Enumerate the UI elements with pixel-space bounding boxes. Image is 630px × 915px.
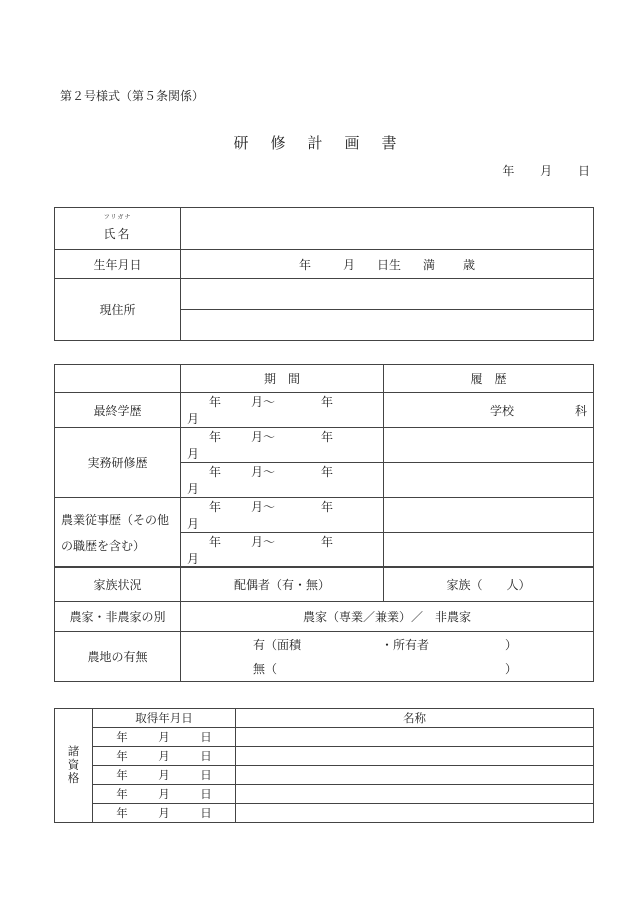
qualification-name-2[interactable]	[236, 747, 594, 766]
family-status-label: 家族状況	[55, 567, 181, 602]
birth-field[interactable]	[181, 250, 594, 279]
date-y: 年	[116, 806, 128, 820]
land-no-close: ）	[505, 661, 518, 676]
period-m2: 月	[187, 517, 200, 531]
date-y: 年	[116, 730, 128, 744]
birth-year: 年	[298, 257, 311, 272]
date-m: 月	[158, 806, 170, 820]
period-m2: 月	[187, 412, 200, 426]
qualification-name-5[interactable]	[236, 804, 594, 823]
date-m: 月	[158, 749, 170, 763]
title-char: 計	[307, 134, 323, 152]
farm-type-label: 農家・非農家の別	[55, 602, 181, 632]
qualification-date-2[interactable]	[93, 747, 236, 766]
qualification-date-5[interactable]	[93, 804, 236, 823]
land-yes-area: 有（面積	[253, 637, 302, 652]
date-y: 年	[116, 787, 128, 801]
date-d: 日	[200, 806, 212, 820]
period-m1: 月～	[251, 535, 276, 549]
personal-info-table	[54, 207, 594, 341]
practical-label: 実務研修歴	[55, 428, 181, 498]
period-y2: 年	[321, 395, 334, 409]
qualification-date-4[interactable]	[93, 785, 236, 804]
birth-full: 満	[423, 257, 436, 272]
period-y2: 年	[321, 500, 334, 514]
date-m: 月	[158, 730, 170, 744]
date-d: 日	[200, 787, 212, 801]
period-y2: 年	[321, 535, 334, 549]
date-y: 年	[116, 768, 128, 782]
history-header: 履 歴	[384, 365, 594, 393]
period-m1: 月～	[251, 430, 276, 444]
period-m2: 月	[187, 552, 200, 566]
qualifications-table	[54, 708, 594, 823]
period-m2: 月	[187, 482, 200, 496]
education-history[interactable]	[384, 393, 594, 428]
education-period[interactable]	[181, 393, 384, 428]
period-y1: 年	[209, 395, 222, 409]
date-d: 日	[200, 730, 212, 744]
farming-period-1[interactable]	[181, 498, 384, 533]
name-field[interactable]	[181, 208, 594, 250]
family-table	[54, 566, 594, 682]
land-label: 農地の有無	[55, 632, 181, 682]
school-label: 学校	[490, 403, 515, 418]
spouse-field[interactable]: 配偶者（有・無）	[181, 567, 384, 602]
history-corner	[55, 365, 181, 393]
period-y2: 年	[321, 430, 334, 444]
period-y1: 年	[209, 430, 222, 444]
date-m: 月	[158, 768, 170, 782]
period-m1: 月～	[251, 395, 276, 409]
practical-period-1[interactable]	[181, 428, 384, 463]
period-m1: 月～	[251, 465, 276, 479]
document-title	[0, 136, 630, 151]
acquired-date-header: 取得年月日	[93, 709, 236, 728]
period-y1: 年	[209, 535, 222, 549]
farming-history-2[interactable]	[384, 533, 594, 568]
date-m: 月	[158, 787, 170, 801]
farming-period-2[interactable]	[181, 533, 384, 568]
period-header: 期 間	[181, 365, 384, 393]
land-field[interactable]	[181, 632, 594, 682]
period-y1: 年	[209, 500, 222, 514]
history-table	[54, 364, 594, 568]
address-label: 現住所	[55, 279, 181, 341]
farming-label: 農業従事歴（その他の職歴を含む）	[55, 498, 181, 568]
date-d: 日	[200, 768, 212, 782]
name-label-cell	[55, 208, 181, 250]
title-char: 修	[270, 134, 286, 152]
title-char: 研	[233, 134, 249, 152]
qualifications-side-text: 諸資格	[66, 745, 81, 786]
period-y2: 年	[321, 465, 334, 479]
family-members-field[interactable]: 家族（ 人）	[384, 567, 594, 602]
education-label: 最終学歴	[55, 393, 181, 428]
farming-history-1[interactable]	[384, 498, 594, 533]
qualification-name-header: 名称	[236, 709, 594, 728]
name-label: 氏名	[103, 227, 132, 241]
title-char: 画	[344, 134, 360, 152]
land-yes-owner: ・所有者	[381, 637, 430, 652]
land-yes-close: ）	[505, 637, 518, 652]
qualification-name-4[interactable]	[236, 785, 594, 804]
qualification-date-3[interactable]	[93, 766, 236, 785]
practical-history-2[interactable]	[384, 463, 594, 498]
title-char: 書	[381, 134, 397, 152]
birth-label: 生年月日	[55, 250, 181, 279]
practical-history-1[interactable]	[384, 428, 594, 463]
submission-date: 年 月 日	[502, 164, 590, 178]
period-y1: 年	[209, 465, 222, 479]
form-number-label: 第２号様式（第５条関係）	[60, 89, 205, 103]
address-field-line2[interactable]	[181, 310, 594, 341]
qualifications-side-label	[55, 709, 93, 823]
birth-age: 歳	[463, 257, 476, 272]
qualification-date-1[interactable]	[93, 728, 236, 747]
period-m2: 月	[187, 447, 200, 461]
address-field-line1[interactable]	[181, 279, 594, 310]
qualification-name-3[interactable]	[236, 766, 594, 785]
date-y: 年	[116, 749, 128, 763]
period-m1: 月～	[251, 500, 276, 514]
furigana-label: フリガナ	[103, 214, 132, 221]
birth-month: 月	[342, 257, 355, 272]
farm-type-field[interactable]: 農家（専業／兼業）／ 非農家	[181, 602, 594, 632]
practical-period-2[interactable]	[181, 463, 384, 498]
date-d: 日	[200, 749, 212, 763]
land-no-open: 無（	[253, 661, 278, 676]
dept-label: 科	[574, 403, 587, 418]
qualification-name-1[interactable]	[236, 728, 594, 747]
birth-day: 日生	[376, 257, 401, 272]
